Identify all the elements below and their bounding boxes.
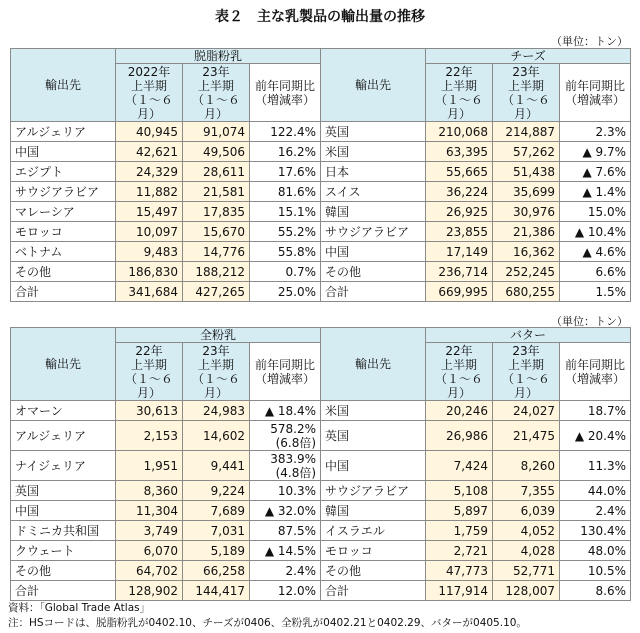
country-cell: サウジアラビア [321, 222, 426, 242]
yoy-cell: ▲ 9.7% [560, 142, 631, 162]
yoy-cell: 25.0% [250, 282, 321, 302]
volume-cell: 117,914 [426, 581, 493, 601]
yoy-cell: 48.0% [560, 541, 631, 561]
header-cur-period: 23年 上半期 （１～６月） [183, 64, 250, 122]
volume-cell: 7,031 [183, 521, 250, 541]
country-cell: 日本 [321, 162, 426, 182]
volume-cell: 7,424 [426, 451, 493, 481]
volume-cell: 51,438 [493, 162, 560, 182]
table-row [11, 142, 631, 162]
country-cell: モロッコ [321, 541, 426, 561]
yoy-cell: ▲ 4.6% [560, 242, 631, 262]
volume-cell: 24,983 [183, 401, 250, 421]
header-export-left: 輸出先 [11, 49, 116, 122]
header-yoy: 前年同期比 （増減率） [560, 343, 631, 401]
table-row [11, 481, 631, 501]
header-cur-period: 23年 上半期 （１～６月） [183, 343, 250, 401]
volume-cell: 26,986 [426, 421, 493, 451]
volume-cell: 128,902 [116, 581, 183, 601]
country-cell: エジプト [11, 162, 116, 182]
header-butter: バター [426, 328, 631, 343]
header-cur-period: 23年 上半期 （１～６月） [493, 64, 560, 122]
volume-cell: 1,951 [116, 451, 183, 481]
header-yoy: 前年同期比 （増減率） [250, 64, 321, 122]
country-cell: 英国 [321, 421, 426, 451]
yoy-cell: 17.6% [250, 162, 321, 182]
volume-cell: 14,776 [183, 242, 250, 262]
country-cell: 韓国 [321, 202, 426, 222]
volume-cell: 11,304 [116, 501, 183, 521]
yoy-cell: 130.4% [560, 521, 631, 541]
country-cell: サウジアラビア [321, 481, 426, 501]
country-cell: 中国 [321, 451, 426, 481]
volume-cell: 26,925 [426, 202, 493, 222]
header-export-left: 輸出先 [11, 328, 116, 401]
volume-cell: 10,097 [116, 222, 183, 242]
volume-cell: 11,882 [116, 182, 183, 202]
yoy-cell: 0.7% [250, 262, 321, 282]
volume-cell: 24,027 [493, 401, 560, 421]
header-prev-period: 22年 上半期 （１～６月） [426, 343, 493, 401]
volume-cell: 210,068 [426, 122, 493, 142]
country-cell: ベトナム [11, 242, 116, 262]
volume-cell: 3,749 [116, 521, 183, 541]
header-cheese: チーズ [426, 49, 631, 64]
header-prev-period: 22年 上半期 （１～６月） [426, 64, 493, 122]
volume-cell: 680,255 [493, 282, 560, 302]
table-row [11, 421, 631, 451]
country-cell: アルジェリア [11, 421, 116, 451]
country-cell: オマーン [11, 401, 116, 421]
volume-cell: 42,621 [116, 142, 183, 162]
country-cell: モロッコ [11, 222, 116, 242]
volume-cell: 186,830 [116, 262, 183, 282]
volume-cell: 2,153 [116, 421, 183, 451]
volume-cell: 23,855 [426, 222, 493, 242]
volume-cell: 28,611 [183, 162, 250, 182]
volume-cell: 21,386 [493, 222, 560, 242]
yoy-cell: 16.2% [250, 142, 321, 162]
unit-label-bottom: （単位：トン） [551, 315, 628, 328]
volume-cell: 57,262 [493, 142, 560, 162]
yoy-cell: 15.0% [560, 202, 631, 222]
table-row [11, 521, 631, 541]
volume-cell: 5,189 [183, 541, 250, 561]
country-cell: その他 [11, 561, 116, 581]
volume-cell: 30,613 [116, 401, 183, 421]
volume-cell: 188,212 [183, 262, 250, 282]
volume-cell: 9,441 [183, 451, 250, 481]
volume-cell: 252,245 [493, 262, 560, 282]
volume-cell: 9,483 [116, 242, 183, 262]
volume-cell: 21,581 [183, 182, 250, 202]
yoy-cell: 8.6% [560, 581, 631, 601]
volume-cell: 63,395 [426, 142, 493, 162]
yoy-cell: ▲ 7.6% [560, 162, 631, 182]
source-note: 資料：「Global Trade Atlas」 [8, 602, 151, 614]
volume-cell: 20,246 [426, 401, 493, 421]
country-cell: 中国 [11, 501, 116, 521]
table-row [11, 202, 631, 222]
page-title: 表２ 主な乳製品の輸出量の推移 [215, 9, 425, 25]
volume-cell: 36,224 [426, 182, 493, 202]
volume-cell: 144,417 [183, 581, 250, 601]
yoy-cell: ▲ 20.4% [560, 421, 631, 451]
country-cell: その他 [321, 561, 426, 581]
table-row [11, 401, 631, 421]
yoy-cell: 2.3% [560, 122, 631, 142]
yoy-cell: 87.5% [250, 521, 321, 541]
table-whole-milk-butter [10, 327, 631, 601]
header-cur-period: 23年 上半期 （１～６月） [493, 343, 560, 401]
table-row [11, 541, 631, 561]
yoy-cell: ▲ 14.5% [250, 541, 321, 561]
country-cell: 合計 [11, 581, 116, 601]
volume-cell: 5,897 [426, 501, 493, 521]
volume-cell: 55,665 [426, 162, 493, 182]
yoy-cell: 578.2% (6.8倍) [250, 421, 321, 451]
volume-cell: 427,265 [183, 282, 250, 302]
table-row [11, 501, 631, 521]
volume-cell: 91,074 [183, 122, 250, 142]
volume-cell: 236,714 [426, 262, 493, 282]
volume-cell: 49,506 [183, 142, 250, 162]
header-prev-period: 2022年 上半期 （１～６月） [116, 64, 183, 122]
header-export-right: 輸出先 [321, 49, 426, 122]
header-whole-milk: 全粉乳 [116, 328, 321, 343]
volume-cell: 214,887 [493, 122, 560, 142]
volume-cell: 17,149 [426, 242, 493, 262]
volume-cell: 64,702 [116, 561, 183, 581]
table-row [11, 262, 631, 282]
country-cell: 韓国 [321, 501, 426, 521]
country-cell: その他 [321, 262, 426, 282]
yoy-cell: ▲ 1.4% [560, 182, 631, 202]
yoy-cell: 10.5% [560, 561, 631, 581]
volume-cell: 128,007 [493, 581, 560, 601]
table-row [11, 162, 631, 182]
country-cell: 合計 [11, 282, 116, 302]
yoy-cell: 44.0% [560, 481, 631, 501]
table-row [11, 122, 631, 142]
country-cell: 米国 [321, 142, 426, 162]
volume-cell: 30,976 [493, 202, 560, 222]
country-cell: 合計 [321, 581, 426, 601]
country-cell: 英国 [11, 481, 116, 501]
volume-cell: 9,224 [183, 481, 250, 501]
yoy-cell: 18.7% [560, 401, 631, 421]
volume-cell: 2,721 [426, 541, 493, 561]
country-cell: ドミニカ共和国 [11, 521, 116, 541]
yoy-cell: 6.6% [560, 262, 631, 282]
volume-cell: 40,945 [116, 122, 183, 142]
country-cell: ナイジェリア [11, 451, 116, 481]
table-row [11, 222, 631, 242]
table-row [11, 282, 631, 302]
volume-cell: 8,360 [116, 481, 183, 501]
volume-cell: 6,039 [493, 501, 560, 521]
country-cell: アルジェリア [11, 122, 116, 142]
volume-cell: 15,670 [183, 222, 250, 242]
table-skim-milk-cheese [10, 48, 631, 302]
volume-cell: 8,260 [493, 451, 560, 481]
country-cell: サウジアラビア [11, 182, 116, 202]
yoy-cell: 383.9% (4.8倍) [250, 451, 321, 481]
yoy-cell: 81.6% [250, 182, 321, 202]
yoy-cell: 1.5% [560, 282, 631, 302]
table-row [11, 242, 631, 262]
volume-cell: 66,258 [183, 561, 250, 581]
volume-cell: 17,835 [183, 202, 250, 222]
country-cell: 中国 [11, 142, 116, 162]
country-cell: マレーシア [11, 202, 116, 222]
volume-cell: 4,028 [493, 541, 560, 561]
yoy-cell: 2.4% [560, 501, 631, 521]
table-row [11, 182, 631, 202]
volume-cell: 24,329 [116, 162, 183, 182]
volume-cell: 14,602 [183, 421, 250, 451]
country-cell: 中国 [321, 242, 426, 262]
table-row [11, 581, 631, 601]
unit-label-top: （単位：トン） [551, 35, 628, 48]
header-export-right: 輸出先 [321, 328, 426, 401]
volume-cell: 5,108 [426, 481, 493, 501]
volume-cell: 35,699 [493, 182, 560, 202]
volume-cell: 669,995 [426, 282, 493, 302]
volume-cell: 4,052 [493, 521, 560, 541]
volume-cell: 16,362 [493, 242, 560, 262]
volume-cell: 52,771 [493, 561, 560, 581]
table-row [11, 561, 631, 581]
header-yoy: 前年同期比 （増減率） [250, 343, 321, 401]
yoy-cell: 2.4% [250, 561, 321, 581]
volume-cell: 7,355 [493, 481, 560, 501]
country-cell: 米国 [321, 401, 426, 421]
country-cell: 英国 [321, 122, 426, 142]
yoy-cell: 10.3% [250, 481, 321, 501]
volume-cell: 47,773 [426, 561, 493, 581]
country-cell: スイス [321, 182, 426, 202]
country-cell: 合計 [321, 282, 426, 302]
yoy-cell: 55.2% [250, 222, 321, 242]
yoy-cell: 55.8% [250, 242, 321, 262]
country-cell: その他 [11, 262, 116, 282]
volume-cell: 341,684 [116, 282, 183, 302]
volume-cell: 1,759 [426, 521, 493, 541]
volume-cell: 6,070 [116, 541, 183, 561]
yoy-cell: ▲ 18.4% [250, 401, 321, 421]
header-prev-period: 22年 上半期 （１～６月） [116, 343, 183, 401]
yoy-cell: 11.3% [560, 451, 631, 481]
country-cell: イスラエル [321, 521, 426, 541]
yoy-cell: ▲ 10.4% [560, 222, 631, 242]
yoy-cell: 122.4% [250, 122, 321, 142]
table-row [11, 451, 631, 481]
yoy-cell: ▲ 32.0% [250, 501, 321, 521]
yoy-cell: 15.1% [250, 202, 321, 222]
header-yoy: 前年同期比 （増減率） [560, 64, 631, 122]
volume-cell: 21,475 [493, 421, 560, 451]
hs-code-note: 注：HSコードは、脱脂粉乳が0402.10、チーズが0406、全粉乳が0402.21と0402.29、バターが0405.10。 [8, 617, 527, 629]
volume-cell: 7,689 [183, 501, 250, 521]
header-skim-milk: 脱脂粉乳 [116, 49, 321, 64]
yoy-cell: 12.0% [250, 581, 321, 601]
volume-cell: 15,497 [116, 202, 183, 222]
country-cell: クウェート [11, 541, 116, 561]
